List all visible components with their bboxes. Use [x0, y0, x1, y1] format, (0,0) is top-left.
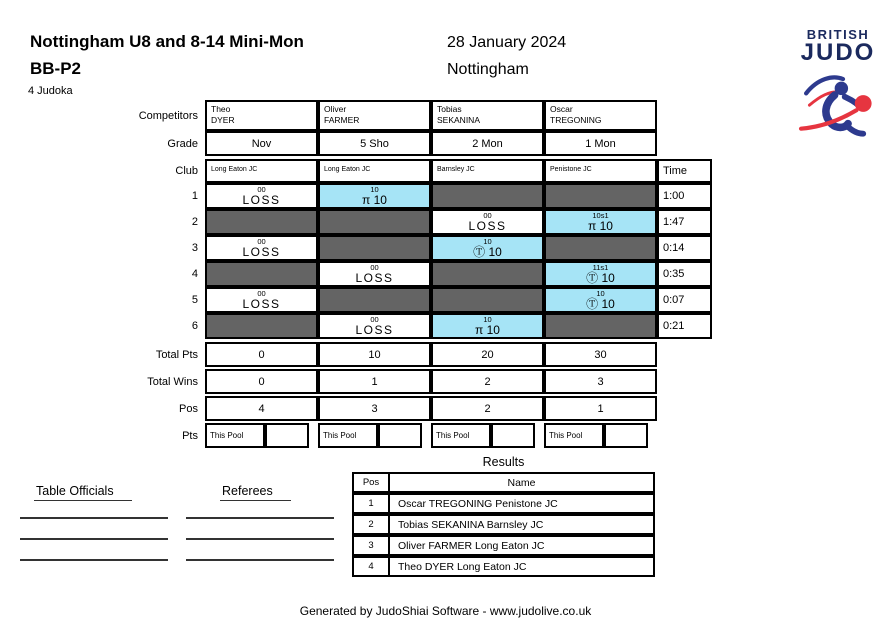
- competitor-first-name: Tobias: [437, 104, 462, 114]
- match-cell-blocked: [205, 261, 318, 287]
- win-score-value: 10: [486, 323, 500, 337]
- loss-label: LOSS: [242, 193, 281, 207]
- signature-line: [186, 540, 334, 561]
- pts-block: [205, 423, 318, 448]
- total-pts-value: 0: [205, 342, 318, 367]
- competitor-last-name: TREGONING: [550, 115, 602, 126]
- competitor-first-name: Theo: [211, 104, 231, 114]
- match-row: [0, 287, 712, 313]
- competitor-last-name: DYER: [211, 115, 235, 126]
- win-score-value: 10: [599, 219, 613, 233]
- pts-empty-cell: [378, 423, 422, 448]
- match-row-number: 3: [191, 242, 198, 254]
- signature-line: [186, 505, 334, 519]
- match-cell-blocked: [544, 313, 657, 339]
- win-symbol-icon: π: [475, 323, 487, 337]
- match-cell-blocked: [544, 235, 657, 261]
- competitor-grade: Nov: [205, 131, 318, 156]
- match-row: [0, 313, 712, 339]
- total-pts-cells: [205, 342, 657, 367]
- match-cell-win: [544, 261, 657, 287]
- pool-grid: [0, 100, 712, 448]
- match-row: [0, 209, 712, 235]
- win-score-value: 10: [488, 245, 502, 259]
- results-name-header: Name: [388, 472, 655, 493]
- result-name: Tobias SEKANINA Barnsley JC: [388, 514, 655, 535]
- match-row-number: 5: [191, 294, 198, 306]
- this-pool-cell: This Pool: [205, 423, 265, 448]
- pts-empty-cell: [604, 423, 648, 448]
- match-cell-blocked: [318, 209, 431, 235]
- total-pts-value: 20: [431, 342, 544, 367]
- result-name: Oscar TREGONING Penistone JC: [388, 493, 655, 514]
- this-pool-cell: This Pool: [431, 423, 491, 448]
- match-cell-loss: [205, 235, 318, 261]
- judoka-count: 4 Judoka: [28, 85, 73, 97]
- loss-label: LOSS: [242, 297, 281, 311]
- referees-signature-lines: [186, 505, 334, 561]
- result-row: [352, 535, 655, 556]
- win-symbol-icon: π: [588, 219, 600, 233]
- win-score: [320, 194, 429, 207]
- total-wins-value: 3: [544, 369, 657, 394]
- result-name: Theo DYER Long Eaton JC: [388, 556, 655, 577]
- grade-row: [0, 131, 712, 156]
- result-position: 2: [352, 514, 390, 535]
- match-cell-loss: [205, 287, 318, 313]
- loss-label: LOSS: [355, 271, 394, 285]
- match-cell-loss: [318, 261, 431, 287]
- event-title: Nottingham U8 and 8-14 Mini-Mon: [30, 32, 304, 51]
- grade-cells: [205, 131, 657, 156]
- event-location: Nottingham: [447, 61, 529, 78]
- match-row-cells: [205, 235, 657, 261]
- match-row: [0, 183, 712, 209]
- match-row-cells: [205, 261, 657, 287]
- score-superscript: 00: [370, 315, 379, 324]
- score-superscript: 10: [483, 237, 492, 246]
- generator-credit: Generated by JudoShiai Software - www.judolive.co.uk: [299, 604, 592, 618]
- win-symbol-icon: Ⓣ: [473, 245, 489, 259]
- total-pts-label: Total Pts: [155, 348, 198, 361]
- pts-block: [431, 423, 544, 448]
- match-cell-blocked: [431, 183, 544, 209]
- position-value: 4: [205, 396, 318, 421]
- match-row: [0, 235, 712, 261]
- loss-label: LOSS: [242, 245, 281, 259]
- match-cell-win: [431, 313, 544, 339]
- result-name: Oliver FARMER Long Eaton JC: [388, 535, 655, 556]
- position-cells: [205, 396, 657, 421]
- match-row-cells: [205, 183, 657, 209]
- match-cell-win: [431, 235, 544, 261]
- position-value: 3: [318, 396, 431, 421]
- position-value: 1: [544, 396, 657, 421]
- competitor-name-cells: [205, 100, 657, 131]
- match-cell-blocked: [544, 183, 657, 209]
- club-row: [0, 159, 712, 183]
- total-wins-label: Total Wins: [147, 375, 198, 388]
- loss-label: LOSS: [468, 219, 507, 233]
- pts-row: [0, 423, 712, 448]
- position-value: 2: [431, 396, 544, 421]
- match-cell-blocked: [318, 287, 431, 313]
- score-superscript: 00: [370, 263, 379, 272]
- match-row-number: 6: [191, 320, 198, 332]
- result-row: [352, 556, 655, 577]
- match-row-number: 1: [191, 190, 198, 202]
- score-superscript: 00: [257, 289, 266, 298]
- competitor-name-cell: [318, 100, 431, 131]
- win-score: [546, 298, 655, 311]
- competitor-first-name: Oliver: [324, 104, 347, 114]
- signature-line: [186, 519, 334, 540]
- pts-label: Pts: [182, 429, 198, 442]
- competitor-name-cell: [544, 100, 657, 131]
- match-time: 0:14: [657, 235, 712, 261]
- total-pts-row: [0, 342, 712, 367]
- win-score: [546, 272, 655, 285]
- competitor-club: Barnsley JC: [431, 159, 544, 183]
- match-cell-win: [544, 287, 657, 313]
- score-superscript: 10: [596, 289, 605, 298]
- total-pts-value: 30: [544, 342, 657, 367]
- grade-label: Grade: [167, 137, 198, 150]
- judo-figure-icon: [796, 66, 880, 146]
- position-row: [0, 396, 712, 421]
- score-superscript: 00: [483, 211, 492, 220]
- competitor-grade: 5 Sho: [318, 131, 431, 156]
- match-cell-win: [318, 183, 431, 209]
- win-score-value: 10: [601, 271, 615, 285]
- match-row-cells: [205, 209, 657, 235]
- match-cell-blocked: [431, 261, 544, 287]
- result-position: 3: [352, 535, 390, 556]
- results-title: Results: [482, 455, 525, 469]
- match-row-number: 2: [191, 216, 198, 228]
- win-score: [433, 246, 542, 259]
- match-cell-blocked: [205, 313, 318, 339]
- total-wins-row: [0, 369, 712, 394]
- logo-text-british: BRITISH: [806, 27, 870, 42]
- match-time: 0:35: [657, 261, 712, 287]
- competitor-club: Long Eaton JC: [205, 159, 318, 183]
- time-column-header: Time: [657, 159, 712, 183]
- score-superscript: 11s1: [592, 263, 609, 272]
- competitor-first-name: Oscar: [550, 104, 573, 114]
- win-symbol-icon: Ⓣ: [586, 297, 602, 311]
- match-cell-blocked: [205, 209, 318, 235]
- competitor-grade: 2 Mon: [431, 131, 544, 156]
- signature-line: [20, 519, 168, 540]
- club-label: Club: [175, 165, 198, 177]
- result-position: 4: [352, 556, 390, 577]
- result-row: [352, 514, 655, 535]
- win-symbol-icon: π: [362, 193, 374, 207]
- club-cells: [205, 159, 657, 183]
- score-superscript: 00: [257, 185, 266, 194]
- competitor-grade: 1 Mon: [544, 131, 657, 156]
- match-row-cells: [205, 287, 657, 313]
- win-score-value: 10: [373, 193, 387, 207]
- loss-label: LOSS: [355, 323, 394, 337]
- category-code: BB-P2: [30, 59, 82, 78]
- match-cell-loss: [318, 313, 431, 339]
- results-section: [352, 455, 655, 577]
- total-wins-cells: [205, 369, 657, 394]
- event-date: 28 January 2024: [447, 34, 567, 51]
- match-time: 0:21: [657, 313, 712, 339]
- score-superscript: 10s1: [592, 211, 609, 220]
- match-cell-loss: [205, 183, 318, 209]
- competitor-name-cell: [431, 100, 544, 131]
- this-pool-cell: This Pool: [544, 423, 604, 448]
- result-position: 1: [352, 493, 390, 514]
- results-rows: [352, 493, 655, 577]
- signature-line: [20, 540, 168, 561]
- pts-empty-cell: [491, 423, 535, 448]
- table-officials-label: Table Officials: [34, 484, 132, 501]
- match-cell-blocked: [318, 235, 431, 261]
- score-superscript: 10: [483, 315, 492, 324]
- match-time: 1:47: [657, 209, 712, 235]
- match-time: 1:00: [657, 183, 712, 209]
- total-pts-value: 10: [318, 342, 431, 367]
- pts-cells: [205, 423, 657, 448]
- match-time: 0:07: [657, 287, 712, 313]
- score-superscript: 10: [370, 185, 379, 194]
- results-pos-header: Pos: [352, 472, 390, 493]
- total-wins-value: 1: [318, 369, 431, 394]
- competitors-label: Competitors: [138, 109, 198, 122]
- signature-line: [20, 505, 168, 519]
- match-cell-win: [544, 209, 657, 235]
- win-symbol-icon: Ⓣ: [586, 271, 602, 285]
- win-score-value: 10: [601, 297, 615, 311]
- result-row: [352, 493, 655, 514]
- competitors-row: [0, 100, 712, 131]
- referees-label: Referees: [220, 484, 291, 501]
- score-superscript: 00: [257, 237, 266, 246]
- pts-empty-cell: [265, 423, 309, 448]
- match-row: [0, 261, 712, 287]
- match-cell-blocked: [431, 287, 544, 313]
- match-cell-loss: [431, 209, 544, 235]
- competitor-club: Penistone JC: [544, 159, 657, 183]
- competitor-name-cell: [205, 100, 318, 131]
- win-score: [433, 324, 542, 337]
- this-pool-cell: This Pool: [318, 423, 378, 448]
- match-row-cells: [205, 313, 657, 339]
- competitor-club: Long Eaton JC: [318, 159, 431, 183]
- logo-text-judo: JUDO: [800, 39, 876, 66]
- match-rows: [0, 183, 712, 339]
- table-officials-signature-lines: [20, 505, 168, 561]
- competitor-last-name: SEKANINA: [437, 115, 480, 126]
- position-label: Pos: [179, 402, 198, 415]
- british-judo-logo: [793, 28, 883, 146]
- match-row-number: 4: [191, 268, 198, 280]
- results-header-row: [352, 472, 655, 493]
- competitor-last-name: FARMER: [324, 115, 360, 126]
- total-wins-value: 0: [205, 369, 318, 394]
- pts-block: [544, 423, 657, 448]
- pts-block: [318, 423, 431, 448]
- total-wins-value: 2: [431, 369, 544, 394]
- win-score: [546, 220, 655, 233]
